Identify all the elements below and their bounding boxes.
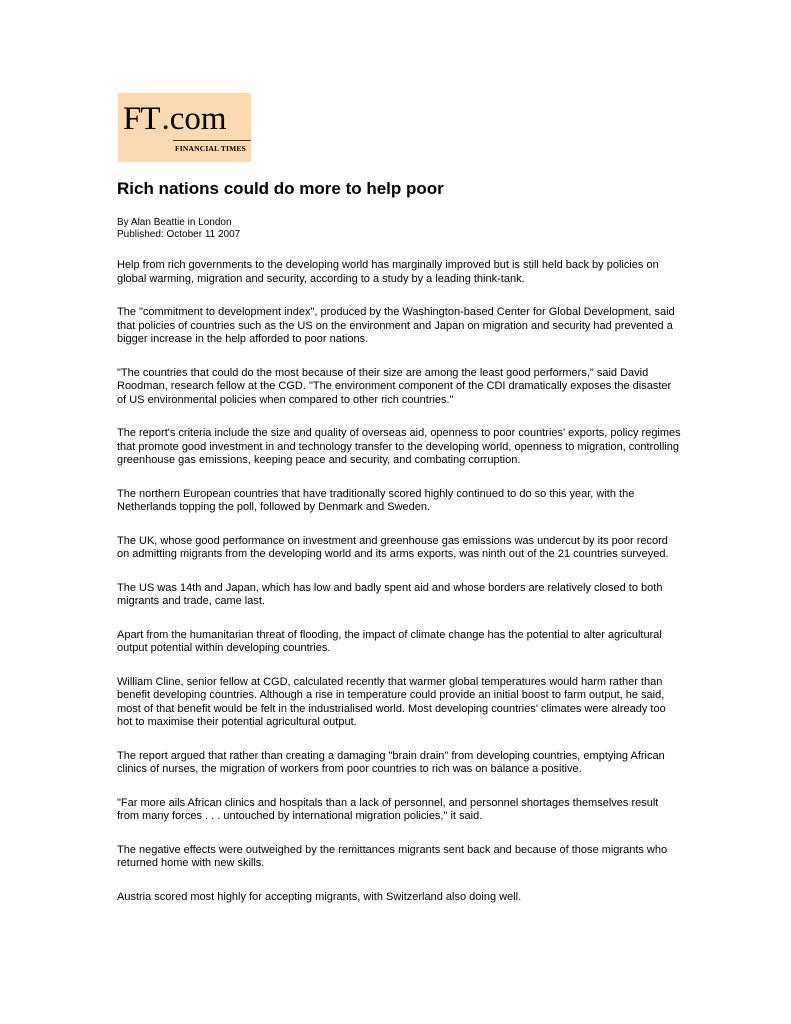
logo-ft-text: FT xyxy=(123,101,160,137)
article-headline: Rich nations could do more to help poor xyxy=(117,179,444,198)
publish-date: Published: October 11 2007 xyxy=(117,229,241,240)
ft-logo xyxy=(118,93,251,162)
paragraph: The report's criteria include the size and quality of overseas aid, openness to poor countries' exports, policy regimes that promote good investment in and technology transfer to the developing world, openness to migration, controlling greenhouse gas emissions, keeping peace and security, and combating corruption. xyxy=(117,427,681,466)
byline: By Alan Beattie in London xyxy=(117,217,232,228)
paragraph: "Far more ails African clinics and hospitals than a lack of personnel, and personnel shortages themselves result from many forces . . . untouched by international migration policies," it said. xyxy=(117,796,659,822)
paragraph: The report argued that rather than creating a damaging "brain drain" from developing countries, emptying African clinics of nurses, the migration of workers from poor countries to rich was on balance a positive. xyxy=(117,749,665,775)
paragraph: The northern European countries that have traditionally scored highly continued to do so this year, with the Netherlands topping the poll, followed by Denmark and Sweden. xyxy=(117,487,635,513)
article-body xyxy=(117,259,682,904)
paragraph: The UK, whose good performance on investment and greenhouse gas emissions was undercut by its poor record on admitting migrants from the developing world and its arms exports, was ninth out of the 21 countries surveyed. xyxy=(117,534,669,560)
logo-wordmark xyxy=(123,101,227,137)
logo-subtitle: FINANCIAL TIMES xyxy=(175,144,247,153)
paragraph: William Cline, senior fellow at CGD, calculated recently that warmer global temperatures would harm rather than benefit developing countries. Although a rise in temperature could provide an initial boost to farm output, he said, most of that benefit would be felt in the industrialised world. Most developing countries' climates were already too hot to maximise their potential agricultural output. xyxy=(117,675,666,728)
paragraph: Help from rich governments to the developing world has marginally improved but is still held back by policies on global warming, migration and security, according to a study by a leading think-tank. xyxy=(117,259,659,285)
logo-dotcom-text: .com xyxy=(161,101,227,137)
paragraph: Austria scored most highly for accepting migrants, with Switzerland also doing well. xyxy=(117,890,522,903)
paragraph: The "commitment to development index", produced by the Washington-based Center for Global Development, said that policies of countries such as the US on the environment and Japan on migration and security had prevented a bigger increase in the help afforded to poor nations. xyxy=(117,306,675,345)
article-meta xyxy=(117,217,240,241)
paragraph: "The countries that could do the most because of their size are among the least good performers," said David Roodman, research fellow at the CGD. "The environment component of the CDI dramatically exposes the disaster of US environmental policies when compared to other rich countries." xyxy=(117,366,672,406)
paragraph: The negative effects were outweighed by the remittances migrants sent back and because of those migrants who returned home with new skills. xyxy=(117,843,668,869)
paragraph: The US was 14th and Japan, which has low and badly spent aid and whose borders are relatively closed to both migrants and trade, came last. xyxy=(117,581,663,607)
paragraph: Apart from the humanitarian threat of flooding, the impact of climate change has the potential to alter agricultural output potential within developing countries. xyxy=(117,628,662,654)
logo-rule xyxy=(173,140,251,141)
